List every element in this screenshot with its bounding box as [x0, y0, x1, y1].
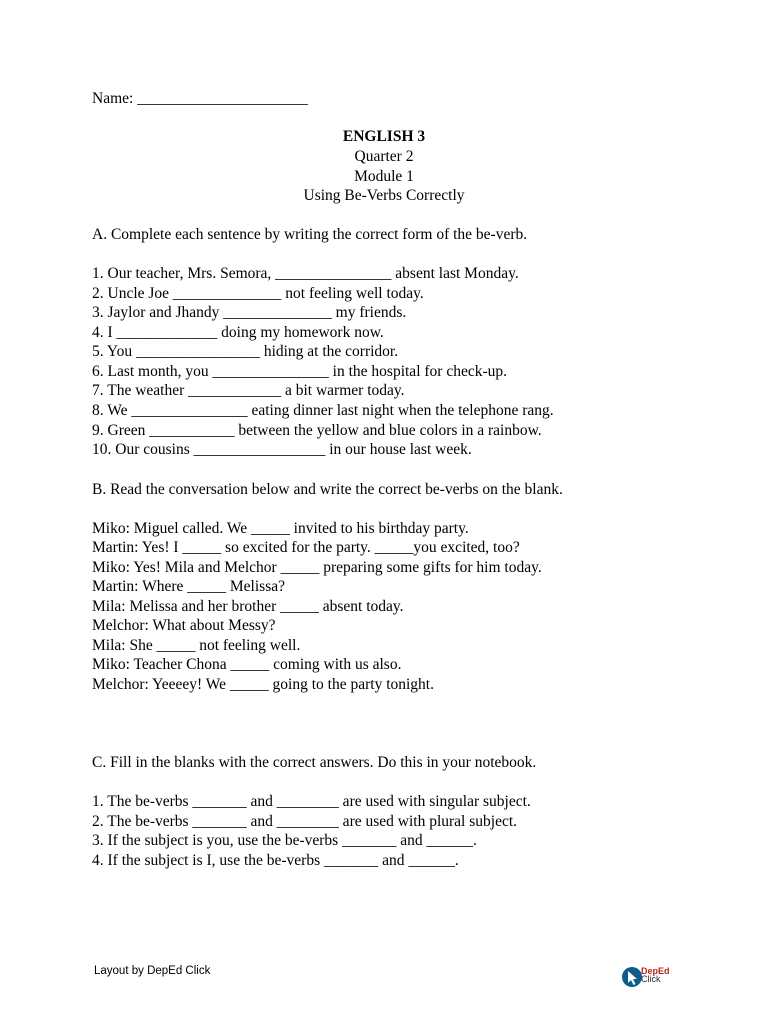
list-item: 2. The be-verbs _______ and ________ are used with plural subject.	[92, 813, 518, 830]
list-item: 3. Jaylor and Jhandy ______________ my friends.	[92, 304, 407, 321]
list-item: 6. Last month, you _______________ in the hospital for check-up.	[92, 363, 507, 380]
list-item: Mila: Melissa and her brother _____ absent today.	[92, 598, 404, 615]
list-item: Miko: Yes! Mila and Melchor _____ preparing some gifts for him today.	[92, 559, 542, 576]
list-item: 9. Green ___________ between the yellow and blue colors in a rainbow.	[92, 422, 542, 439]
list-item: Melchor: What about Messy?	[92, 617, 276, 634]
quarter-label: Quarter 2	[354, 148, 414, 165]
section-b-instruction: B. Read the conversation below and write the correct be-verbs on the blank.	[92, 481, 563, 498]
list-item: 2. Uncle Joe ______________ not feeling well today.	[92, 285, 424, 302]
list-item: 1. The be-verbs _______ and ________ are used with singular subject.	[92, 793, 531, 810]
list-item: 10. Our cousins _________________ in our house last week.	[92, 441, 472, 458]
section-a-instruction: A. Complete each sentence by writing the correct form of the be-verb.	[92, 226, 528, 243]
section-c-instruction: C. Fill in the blanks with the correct answers. Do this in your notebook.	[92, 754, 537, 771]
layout-credit: Layout by DepEd Click	[94, 965, 211, 977]
list-item: 5. You ________________ hiding at the corridor.	[92, 343, 399, 360]
list-item: 7. The weather ____________ a bit warmer today.	[92, 382, 405, 399]
topic-label: Using Be-Verbs Correctly	[303, 187, 465, 204]
logo-brand: DepEd	[641, 966, 670, 976]
page-title: ENGLISH 3	[342, 128, 426, 145]
list-item: Martin: Yes! I _____ so excited for the party. _____you excited, too?	[92, 539, 520, 556]
list-item: 1. Our teacher, Mrs. Semora, _______________ absent last Monday.	[92, 265, 519, 282]
name-line: Name: ______________________	[92, 90, 308, 107]
list-item: Mila: She _____ not feeling well.	[92, 637, 301, 654]
list-item: 8. We _______________ eating dinner last night when the telephone rang.	[92, 402, 554, 419]
list-item: Martin: Where _____ Melissa?	[92, 578, 285, 595]
module-label: Module 1	[354, 168, 414, 185]
list-item: 3. If the subject is you, use the be-verbs _______ and ______.	[92, 832, 477, 849]
list-item: 4. If the subject is I, use the be-verbs _______ and ______.	[92, 852, 459, 869]
list-item: Miko: Miguel called. We _____ invited to his birthday party.	[92, 520, 469, 537]
logo-wordmark	[641, 967, 670, 983]
list-item: 4. I _____________ doing my homework now.	[92, 324, 384, 341]
list-item: Melchor: Yeeeey! We _____ going to the party tonight.	[92, 676, 434, 693]
logo-sub: Click	[641, 974, 661, 984]
list-item: Miko: Teacher Chona _____ coming with us also.	[92, 656, 402, 673]
